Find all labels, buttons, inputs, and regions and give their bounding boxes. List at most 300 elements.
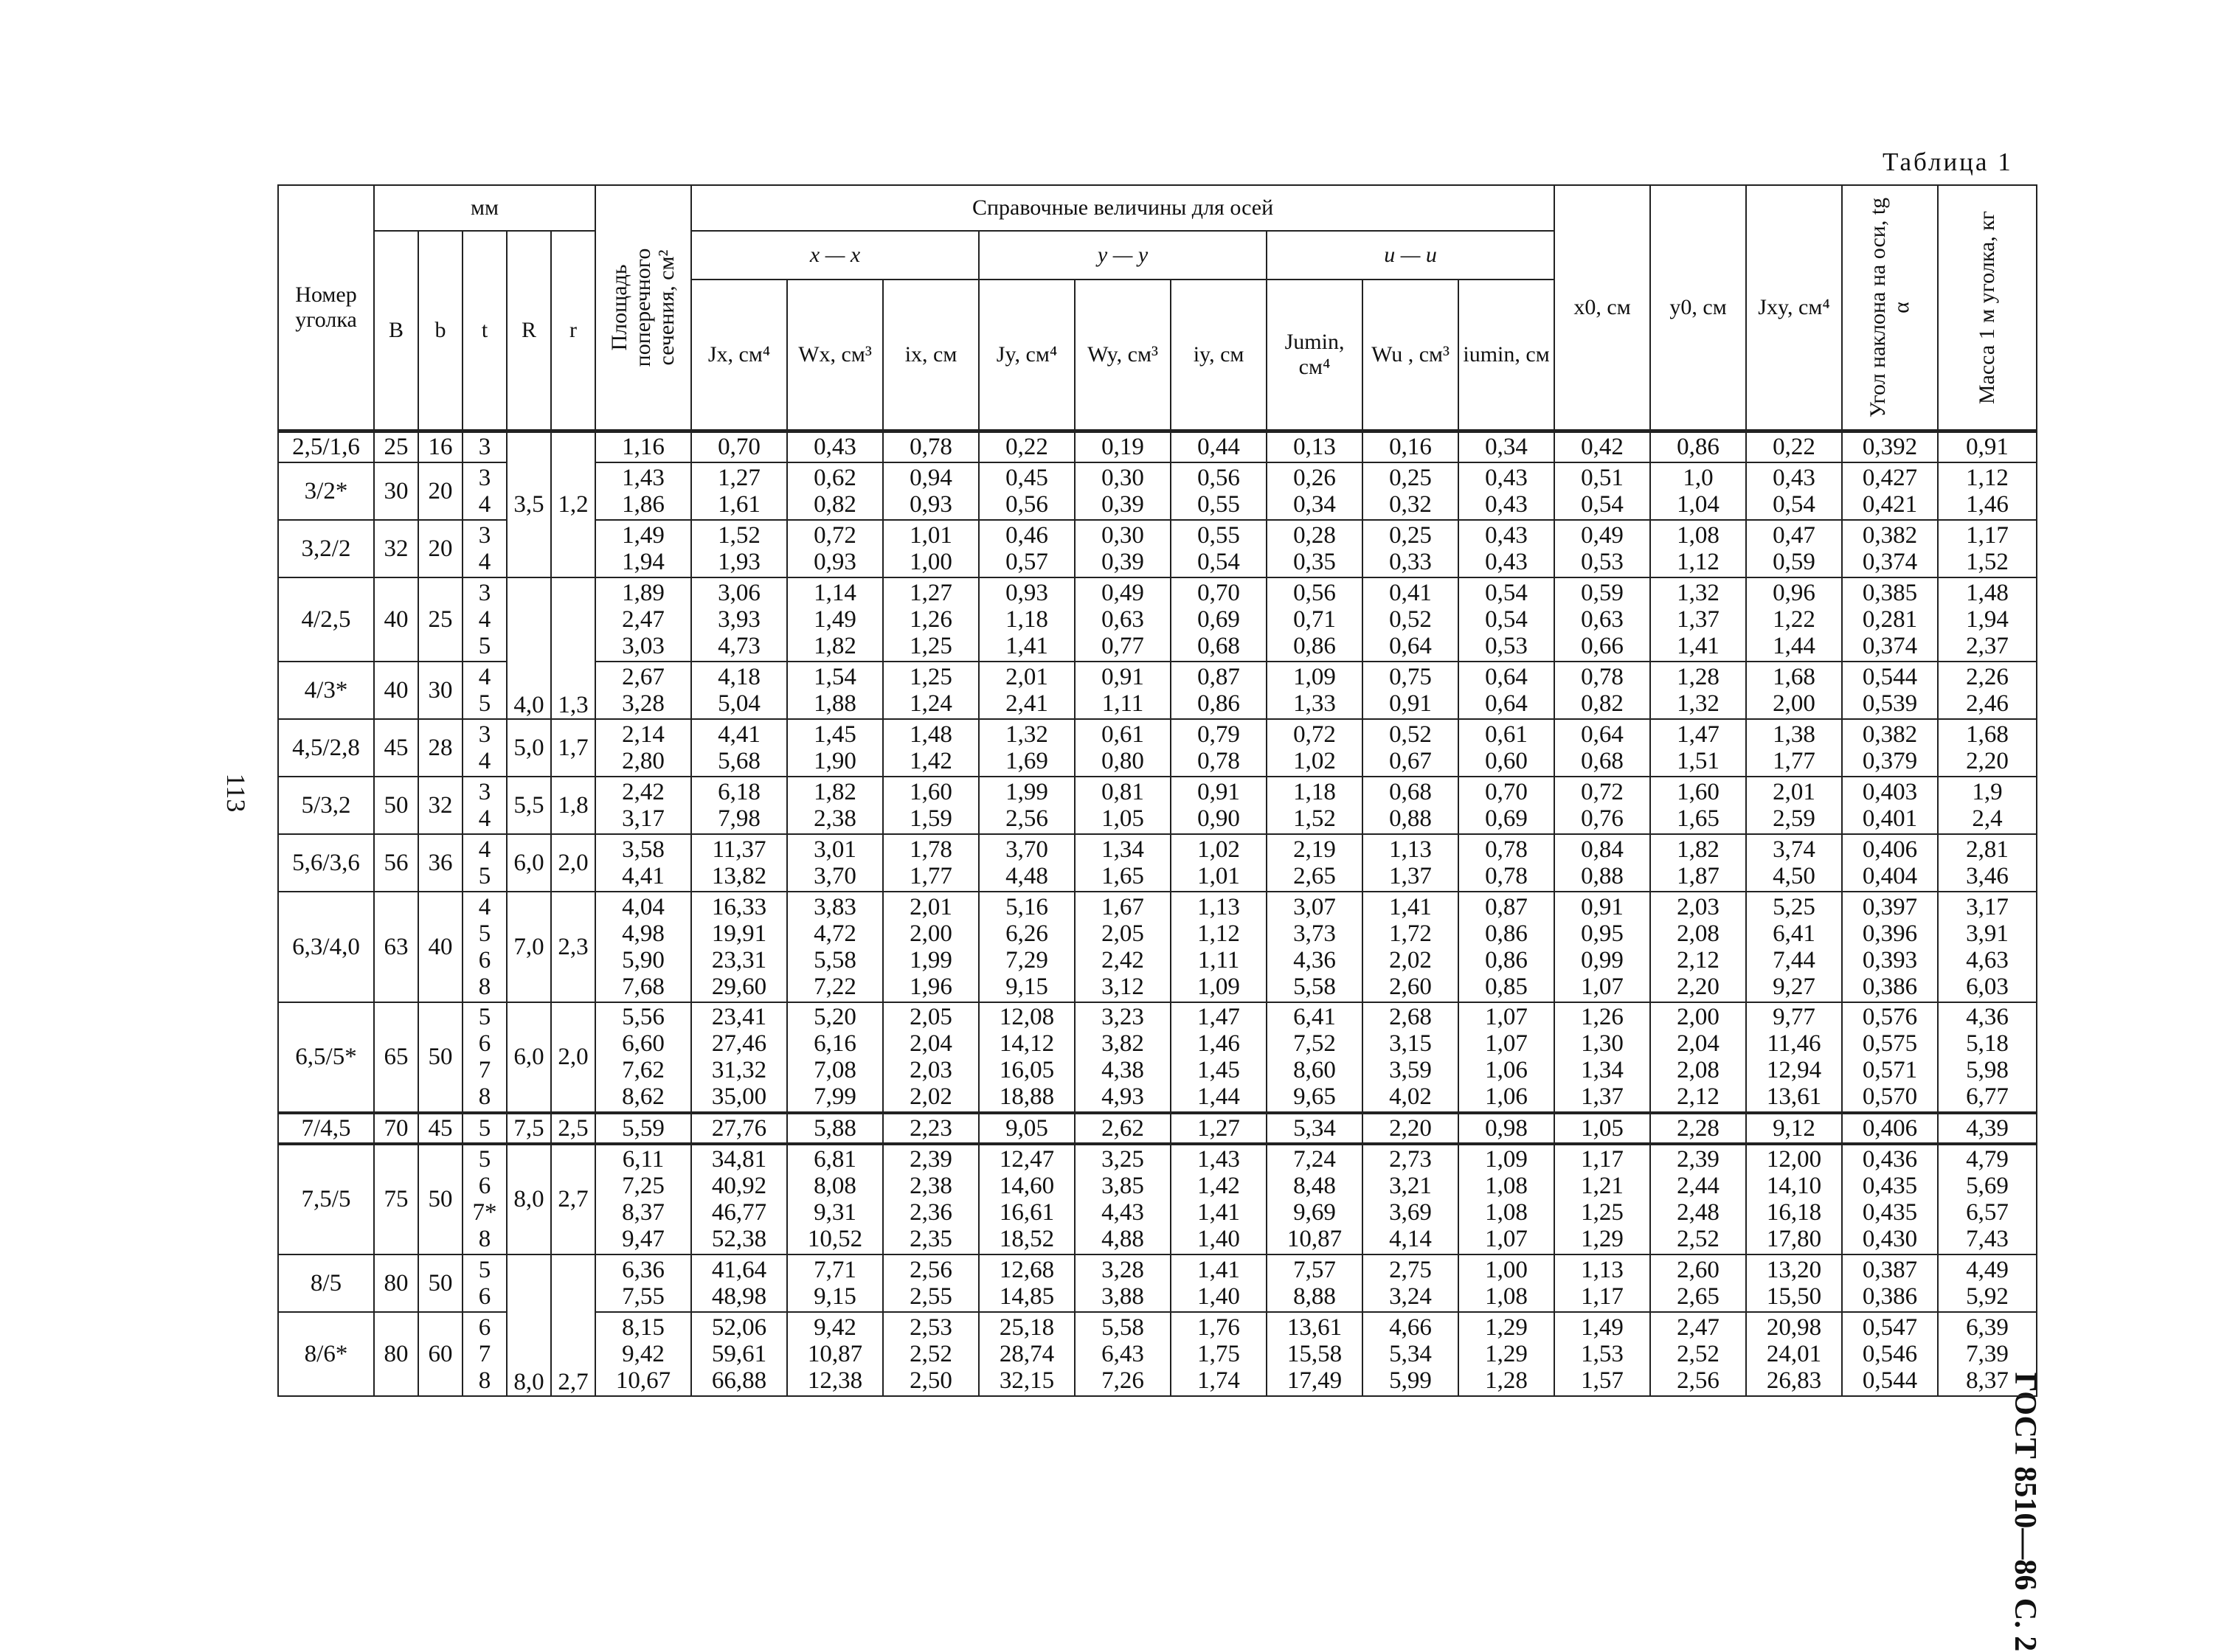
cell-jy: 9,05 — [979, 1113, 1075, 1144]
cell-B: 40 — [374, 577, 418, 662]
cell-jx: 11,37 13,82 — [691, 834, 787, 892]
cell-t: 5 6 7 8 — [463, 1002, 507, 1113]
cell-jx: 0,70 — [691, 431, 787, 462]
cell-iy: 1,41 1,40 — [1171, 1254, 1267, 1312]
cell-ju: 2,19 2,65 — [1267, 834, 1362, 892]
cell-mass: 4,39 — [1938, 1113, 2037, 1144]
cell-tg: 0,436 0,435 0,435 0,430 — [1842, 1144, 1938, 1254]
cell-tg: 0,544 0,539 — [1842, 662, 1938, 719]
cell-area: 3,58 4,41 — [595, 834, 691, 892]
cell-wx: 7,71 9,15 — [787, 1254, 883, 1312]
cell-number: 7,5/5 — [278, 1144, 374, 1254]
cell-wy: 3,23 3,82 4,38 4,93 — [1075, 1002, 1171, 1113]
cell-ix: 1,48 1,42 — [883, 719, 979, 777]
cell-jx: 4,18 5,04 — [691, 662, 787, 719]
cell-b: 28 — [418, 719, 463, 777]
cell-ix: 1,78 1,77 — [883, 834, 979, 892]
cell-y0: 1,60 1,65 — [1650, 777, 1746, 834]
cell-wy: 0,19 — [1075, 431, 1171, 462]
cell-b: 32 — [418, 777, 463, 834]
cell-wx: 6,81 8,08 9,31 10,52 — [787, 1144, 883, 1254]
cell-B: 80 — [374, 1312, 418, 1396]
cell-jxy: 1,38 1,77 — [1746, 719, 1842, 777]
cell-B: 63 — [374, 892, 418, 1002]
cell-wu: 0,41 0,52 0,64 — [1362, 577, 1458, 662]
cell-x0: 1,05 — [1554, 1113, 1650, 1144]
cell-jx: 52,06 59,61 66,88 — [691, 1312, 787, 1396]
col-jxy: Jxy, см⁴ — [1746, 185, 1842, 431]
cell-iy: 1,13 1,12 1,11 1,09 — [1171, 892, 1267, 1002]
cell-x0: 0,72 0,76 — [1554, 777, 1650, 834]
cell-r: 2,7 — [551, 1254, 595, 1396]
running-header: ГОСТ 8510—86 С. 2 — [2008, 1372, 2042, 1652]
cell-ix: 2,23 — [883, 1113, 979, 1144]
cell-B: 56 — [374, 834, 418, 892]
table-label: Таблица 1 — [1883, 148, 2013, 176]
cell-t: 3 4 — [463, 462, 507, 520]
cell-R: 6,0 — [507, 1002, 551, 1113]
cell-jxy: 0,43 0,54 — [1746, 462, 1842, 520]
cell-mass: 1,9 2,4 — [1938, 777, 2037, 834]
cell-iu: 0,70 0,69 — [1458, 777, 1554, 834]
cell-ju: 7,24 8,48 9,69 10,87 — [1267, 1144, 1362, 1254]
cell-y0: 2,03 2,08 2,12 2,20 — [1650, 892, 1746, 1002]
cell-number: 6,5/5* — [278, 1002, 374, 1113]
axis-uu: u — u — [1267, 231, 1554, 280]
cell-y0: 2,39 2,44 2,48 2,52 — [1650, 1144, 1746, 1254]
cell-iu: 1,00 1,08 — [1458, 1254, 1554, 1312]
cell-jxy: 3,74 4,50 — [1746, 834, 1842, 892]
cell-B: 65 — [374, 1002, 418, 1113]
cell-iu: 0,34 — [1458, 431, 1554, 462]
cell-number: 6,3/4,0 — [278, 892, 374, 1002]
cell-ju: 13,61 15,58 17,49 — [1267, 1312, 1362, 1396]
cell-R: 7,5 — [507, 1113, 551, 1144]
cell-B: 40 — [374, 662, 418, 719]
col-wu: Wu , см³ — [1362, 280, 1458, 431]
cell-iy: 0,91 0,90 — [1171, 777, 1267, 834]
cell-number: 4/2,5 — [278, 577, 374, 662]
col-ref: Справочные величины для осей — [691, 185, 1554, 231]
cell-mass: 1,48 1,94 2,37 — [1938, 577, 2037, 662]
cell-b: 25 — [418, 577, 463, 662]
table-row — [278, 777, 2037, 834]
cell-area: 6,36 7,55 — [595, 1254, 691, 1312]
cell-jxy: 13,20 15,50 — [1746, 1254, 1842, 1312]
cell-R: 6,0 — [507, 834, 551, 892]
cell-t: 4 5 — [463, 662, 507, 719]
cell-number: 5,6/3,6 — [278, 834, 374, 892]
cell-number: 8/6* — [278, 1312, 374, 1396]
cell-b: 45 — [418, 1113, 463, 1144]
cell-wu: 2,20 — [1362, 1113, 1458, 1144]
table-row — [278, 1144, 2037, 1254]
cell-t: 5 6 7* 8 — [463, 1144, 507, 1254]
cell-wx: 1,54 1,88 — [787, 662, 883, 719]
cell-ix: 2,53 2,52 2,50 — [883, 1312, 979, 1396]
cell-b: 36 — [418, 834, 463, 892]
cell-wy: 3,25 3,85 4,43 4,88 — [1075, 1144, 1171, 1254]
cell-jxy: 12,00 14,10 16,18 17,80 — [1746, 1144, 1842, 1254]
cell-b: 50 — [418, 1254, 463, 1312]
cell-b: 50 — [418, 1002, 463, 1113]
cell-x0: 0,78 0,82 — [1554, 662, 1650, 719]
col-mm: мм — [374, 185, 595, 231]
cell-wx: 1,14 1,49 1,82 — [787, 577, 883, 662]
cell-wx: 0,72 0,93 — [787, 520, 883, 577]
cell-jxy: 2,01 2,59 — [1746, 777, 1842, 834]
cell-area: 2,42 3,17 — [595, 777, 691, 834]
cell-jy: 0,22 — [979, 431, 1075, 462]
cell-ix: 1,60 1,59 — [883, 777, 979, 834]
cell-area: 8,15 9,42 10,67 — [595, 1312, 691, 1396]
cell-B: 30 — [374, 462, 418, 520]
cell-wu: 2,75 3,24 — [1362, 1254, 1458, 1312]
cell-B: 50 — [374, 777, 418, 834]
cell-y0: 2,00 2,04 2,08 2,12 — [1650, 1002, 1746, 1113]
cell-R: 8,0 — [507, 1144, 551, 1254]
cell-iy: 0,56 0,55 — [1171, 462, 1267, 520]
cell-y0: 1,82 1,87 — [1650, 834, 1746, 892]
cell-x0: 1,17 1,21 1,25 1,29 — [1554, 1144, 1650, 1254]
cell-ix: 1,25 1,24 — [883, 662, 979, 719]
cell-B: 70 — [374, 1113, 418, 1144]
cell-tg: 0,385 0,281 0,374 — [1842, 577, 1938, 662]
cell-mass: 1,17 1,52 — [1938, 520, 2037, 577]
cell-area: 1,43 1,86 — [595, 462, 691, 520]
cell-jy: 12,68 14,85 — [979, 1254, 1075, 1312]
table-row — [278, 719, 2037, 777]
cell-wu: 0,25 0,32 — [1362, 462, 1458, 520]
cell-B: 32 — [374, 520, 418, 577]
cell-R: 4,0 — [507, 577, 551, 719]
cell-x0: 1,13 1,17 — [1554, 1254, 1650, 1312]
cell-iu: 0,78 0,78 — [1458, 834, 1554, 892]
cell-iu: 0,98 — [1458, 1113, 1554, 1144]
cell-tg: 0,382 0,379 — [1842, 719, 1938, 777]
cell-B: 25 — [374, 431, 418, 462]
cell-area: 1,16 — [595, 431, 691, 462]
cell-tg: 0,382 0,374 — [1842, 520, 1938, 577]
cell-jy: 12,08 14,12 16,05 18,88 — [979, 1002, 1075, 1113]
cell-r: 2,0 — [551, 1002, 595, 1113]
cell-wy: 0,91 1,11 — [1075, 662, 1171, 719]
cell-jx: 6,18 7,98 — [691, 777, 787, 834]
cell-number: 2,5/1,6 — [278, 431, 374, 462]
cell-mass: 0,91 — [1938, 431, 2037, 462]
cell-y0: 1,32 1,37 1,41 — [1650, 577, 1746, 662]
cell-jy: 5,16 6,26 7,29 9,15 — [979, 892, 1075, 1002]
col-wx: Wx, см³ — [787, 280, 883, 431]
cell-wx: 1,45 1,90 — [787, 719, 883, 777]
cell-wy: 1,67 2,05 2,42 3,12 — [1075, 892, 1171, 1002]
cell-tg: 0,427 0,421 — [1842, 462, 1938, 520]
cell-R: 3,5 — [507, 431, 551, 577]
cell-ju: 0,56 0,71 0,86 — [1267, 577, 1362, 662]
cell-t: 5 6 — [463, 1254, 507, 1312]
angle-steel-table — [277, 184, 2036, 1397]
col-area: Площадь поперечного сечения, см² — [595, 185, 691, 431]
cell-wy: 0,30 0,39 — [1075, 520, 1171, 577]
cell-jy: 25,18 28,74 32,15 — [979, 1312, 1075, 1396]
cell-ix: 1,27 1,26 1,25 — [883, 577, 979, 662]
cell-t: 4 5 — [463, 834, 507, 892]
cell-iu: 1,09 1,08 1,08 1,07 — [1458, 1144, 1554, 1254]
col-t: t — [463, 231, 507, 431]
cell-y0: 1,0 1,04 — [1650, 462, 1746, 520]
cell-number: 3,2/2 — [278, 520, 374, 577]
cell-wy: 0,49 0,63 0,77 — [1075, 577, 1171, 662]
cell-wu: 0,25 0,33 — [1362, 520, 1458, 577]
cell-number: 8/5 — [278, 1254, 374, 1312]
cell-iy: 1,02 1,01 — [1171, 834, 1267, 892]
table-row — [278, 1002, 2037, 1113]
cell-r: 2,3 — [551, 892, 595, 1002]
cell-wx: 5,88 — [787, 1113, 883, 1144]
cell-jxy: 9,77 11,46 12,94 13,61 — [1746, 1002, 1842, 1113]
cell-R: 8,0 — [507, 1254, 551, 1396]
cell-ju: 6,41 7,52 8,60 9,65 — [1267, 1002, 1362, 1113]
table-row — [278, 1254, 2037, 1312]
cell-jy: 12,47 14,60 16,61 18,52 — [979, 1144, 1075, 1254]
axis-xx: x — x — [691, 231, 979, 280]
cell-area: 2,14 2,80 — [595, 719, 691, 777]
cell-wx: 5,20 6,16 7,08 7,99 — [787, 1002, 883, 1113]
cell-jx: 3,06 3,93 4,73 — [691, 577, 787, 662]
cell-iy: 1,43 1,42 1,41 1,40 — [1171, 1144, 1267, 1254]
cell-ix: 2,56 2,55 — [883, 1254, 979, 1312]
cell-tg: 0,406 0,404 — [1842, 834, 1938, 892]
cell-iy: 0,44 — [1171, 431, 1267, 462]
cell-tg: 0,576 0,575 0,571 0,570 — [1842, 1002, 1938, 1113]
cell-y0: 1,47 1,51 — [1650, 719, 1746, 777]
table-row — [278, 834, 2037, 892]
cell-jx: 4,41 5,68 — [691, 719, 787, 777]
cell-B: 80 — [374, 1254, 418, 1312]
cell-b: 50 — [418, 1144, 463, 1254]
cell-y0: 2,60 2,65 — [1650, 1254, 1746, 1312]
cell-wu: 2,73 3,21 3,69 4,14 — [1362, 1144, 1458, 1254]
cell-x0: 1,49 1,53 1,57 — [1554, 1312, 1650, 1396]
table-row — [278, 1113, 2037, 1144]
cell-area: 1,49 1,94 — [595, 520, 691, 577]
cell-area: 5,56 6,60 7,62 8,62 — [595, 1002, 691, 1113]
cell-R: 7,0 — [507, 892, 551, 1002]
col-mass: Масса 1 м уголка, кг — [1938, 185, 2037, 431]
cell-mass: 4,79 5,69 6,57 7,43 — [1938, 1144, 2037, 1254]
cell-t: 5 — [463, 1113, 507, 1144]
cell-t: 4 5 6 8 — [463, 892, 507, 1002]
cell-iy: 0,87 0,86 — [1171, 662, 1267, 719]
cell-jy: 0,46 0,57 — [979, 520, 1075, 577]
cell-wx: 3,83 4,72 5,58 7,22 — [787, 892, 883, 1002]
cell-iu: 0,87 0,86 0,86 0,85 — [1458, 892, 1554, 1002]
col-x0: x0, см — [1554, 185, 1650, 431]
cell-area: 1,89 2,47 3,03 — [595, 577, 691, 662]
cell-tg: 0,403 0,401 — [1842, 777, 1938, 834]
cell-iy: 1,27 — [1171, 1113, 1267, 1144]
cell-mass: 2,81 3,46 — [1938, 834, 2037, 892]
axis-yy: y — y — [979, 231, 1267, 280]
col-R: R — [507, 231, 551, 431]
cell-x0: 0,42 — [1554, 431, 1650, 462]
cell-ju: 3,07 3,73 4,36 5,58 — [1267, 892, 1362, 1002]
cell-x0: 0,64 0,68 — [1554, 719, 1650, 777]
cell-B: 75 — [374, 1144, 418, 1254]
cell-y0: 2,47 2,52 2,56 — [1650, 1312, 1746, 1396]
cell-jy: 1,99 2,56 — [979, 777, 1075, 834]
cell-number: 4/3* — [278, 662, 374, 719]
cell-area: 2,67 3,28 — [595, 662, 691, 719]
cell-x0: 1,26 1,30 1,34 1,37 — [1554, 1002, 1650, 1113]
cell-wu: 1,13 1,37 — [1362, 834, 1458, 892]
cell-ju: 1,18 1,52 — [1267, 777, 1362, 834]
cell-iy: 0,79 0,78 — [1171, 719, 1267, 777]
cell-wy: 0,81 1,05 — [1075, 777, 1171, 834]
cell-x0: 0,59 0,63 0,66 — [1554, 577, 1650, 662]
cell-ju: 0,28 0,35 — [1267, 520, 1362, 577]
cell-jy: 3,70 4,48 — [979, 834, 1075, 892]
cell-wy: 3,28 3,88 — [1075, 1254, 1171, 1312]
cell-area: 4,04 4,98 5,90 7,68 — [595, 892, 691, 1002]
cell-wy: 0,61 0,80 — [1075, 719, 1171, 777]
col-ix: ix, см — [883, 280, 979, 431]
col-jy: Jy, см⁴ — [979, 280, 1075, 431]
cell-t: 3 4 — [463, 520, 507, 577]
cell-ju: 0,72 1,02 — [1267, 719, 1362, 777]
cell-t: 3 — [463, 431, 507, 462]
cell-ju: 7,57 8,88 — [1267, 1254, 1362, 1312]
cell-iy: 0,70 0,69 0,68 — [1171, 577, 1267, 662]
table-row — [278, 892, 2037, 1002]
cell-ix: 0,78 — [883, 431, 979, 462]
cell-tg: 0,547 0,546 0,544 — [1842, 1312, 1938, 1396]
cell-jxy: 1,68 2,00 — [1746, 662, 1842, 719]
cell-t: 3 4 — [463, 719, 507, 777]
cell-mass: 4,49 5,92 — [1938, 1254, 2037, 1312]
cell-jx: 23,41 27,46 31,32 35,00 — [691, 1002, 787, 1113]
cell-b: 16 — [418, 431, 463, 462]
cell-R: 5,0 — [507, 719, 551, 777]
table-row — [278, 577, 2037, 662]
cell-y0: 0,86 — [1650, 431, 1746, 462]
cell-ju: 1,09 1,33 — [1267, 662, 1362, 719]
cell-tg: 0,397 0,396 0,393 0,386 — [1842, 892, 1938, 1002]
cell-ix: 0,94 0,93 — [883, 462, 979, 520]
cell-b: 60 — [418, 1312, 463, 1396]
cell-wu: 2,68 3,15 3,59 4,02 — [1362, 1002, 1458, 1113]
cell-B: 45 — [374, 719, 418, 777]
cell-b: 20 — [418, 462, 463, 520]
cell-mass: 3,17 3,91 4,63 6,03 — [1938, 892, 2037, 1002]
cell-R: 5,5 — [507, 777, 551, 834]
cell-ix: 1,01 1,00 — [883, 520, 979, 577]
cell-iu: 0,64 0,64 — [1458, 662, 1554, 719]
cell-jxy: 20,98 24,01 26,83 — [1746, 1312, 1842, 1396]
cell-iu: 0,61 0,60 — [1458, 719, 1554, 777]
cell-mass: 2,26 2,46 — [1938, 662, 2037, 719]
cell-iy: 1,47 1,46 1,45 1,44 — [1171, 1002, 1267, 1113]
col-tg: Угол наклона на оси, tg α — [1842, 185, 1938, 431]
cell-wu: 4,66 5,34 5,99 — [1362, 1312, 1458, 1396]
cell-x0: 0,49 0,53 — [1554, 520, 1650, 577]
cell-mass: 4,36 5,18 5,98 6,77 — [1938, 1002, 2037, 1113]
cell-iu: 1,07 1,07 1,06 1,06 — [1458, 1002, 1554, 1113]
cell-jy: 0,93 1,18 1,41 — [979, 577, 1075, 662]
cell-wx: 1,82 2,38 — [787, 777, 883, 834]
table-row — [278, 431, 2037, 462]
col-b: b — [418, 231, 463, 431]
cell-wu: 0,52 0,67 — [1362, 719, 1458, 777]
cell-iy: 0,55 0,54 — [1171, 520, 1267, 577]
cell-number: 4,5/2,8 — [278, 719, 374, 777]
cell-ju: 0,13 — [1267, 431, 1362, 462]
cell-iu: 1,29 1,29 1,28 — [1458, 1312, 1554, 1396]
cell-r: 2,0 — [551, 834, 595, 892]
cell-jx: 1,27 1,61 — [691, 462, 787, 520]
col-iu: iumin, см — [1458, 280, 1554, 431]
cell-jx: 41,64 48,98 — [691, 1254, 787, 1312]
col-r: r — [551, 231, 595, 431]
cell-jx: 34,81 40,92 46,77 52,38 — [691, 1144, 787, 1254]
cell-b: 20 — [418, 520, 463, 577]
cell-jxy: 5,25 6,41 7,44 9,27 — [1746, 892, 1842, 1002]
cell-y0: 1,08 1,12 — [1650, 520, 1746, 577]
cell-jxy: 9,12 — [1746, 1113, 1842, 1144]
cell-number: 5/3,2 — [278, 777, 374, 834]
col-iy: iy, см — [1171, 280, 1267, 431]
cell-jx: 27,76 — [691, 1113, 787, 1144]
cell-number: 7/4,5 — [278, 1113, 374, 1144]
cell-jx: 1,52 1,93 — [691, 520, 787, 577]
cell-wx: 0,62 0,82 — [787, 462, 883, 520]
cell-b: 40 — [418, 892, 463, 1002]
cell-jy: 2,01 2,41 — [979, 662, 1075, 719]
cell-x0: 0,84 0,88 — [1554, 834, 1650, 892]
cell-ix: 2,01 2,00 1,99 1,96 — [883, 892, 979, 1002]
cell-mass: 6,39 7,39 8,37 — [1938, 1312, 2037, 1396]
cell-wu: 0,75 0,91 — [1362, 662, 1458, 719]
cell-iy: 1,76 1,75 1,74 — [1171, 1312, 1267, 1396]
cell-area: 5,59 — [595, 1113, 691, 1144]
cell-r: 1,8 — [551, 777, 595, 834]
cell-area: 6,11 7,25 8,37 9,47 — [595, 1144, 691, 1254]
cell-jy: 1,32 1,69 — [979, 719, 1075, 777]
cell-r: 2,5 — [551, 1113, 595, 1144]
page-number: 113 — [221, 773, 251, 813]
cell-wx: 9,42 10,87 12,38 — [787, 1312, 883, 1396]
cell-ju: 5,34 — [1267, 1113, 1362, 1144]
col-ju: Jumin, см⁴ — [1267, 280, 1362, 431]
cell-y0: 1,28 1,32 — [1650, 662, 1746, 719]
cell-t: 3 4 — [463, 777, 507, 834]
cell-jx: 16,33 19,91 23,31 29,60 — [691, 892, 787, 1002]
cell-jxy: 0,47 0,59 — [1746, 520, 1842, 577]
cell-wy: 1,34 1,65 — [1075, 834, 1171, 892]
cell-jxy: 0,22 — [1746, 431, 1842, 462]
cell-jy: 0,45 0,56 — [979, 462, 1075, 520]
cell-tg: 0,406 — [1842, 1113, 1938, 1144]
col-y0: y0, см — [1650, 185, 1746, 431]
cell-number: 3/2* — [278, 462, 374, 520]
data-table — [277, 184, 2037, 1397]
cell-r: 1,7 — [551, 719, 595, 777]
col-jx: Jx, см⁴ — [691, 280, 787, 431]
cell-ix: 2,39 2,38 2,36 2,35 — [883, 1144, 979, 1254]
cell-r: 1,2 — [551, 431, 595, 577]
cell-t: 6 7 8 — [463, 1312, 507, 1396]
cell-wy: 5,58 6,43 7,26 — [1075, 1312, 1171, 1396]
